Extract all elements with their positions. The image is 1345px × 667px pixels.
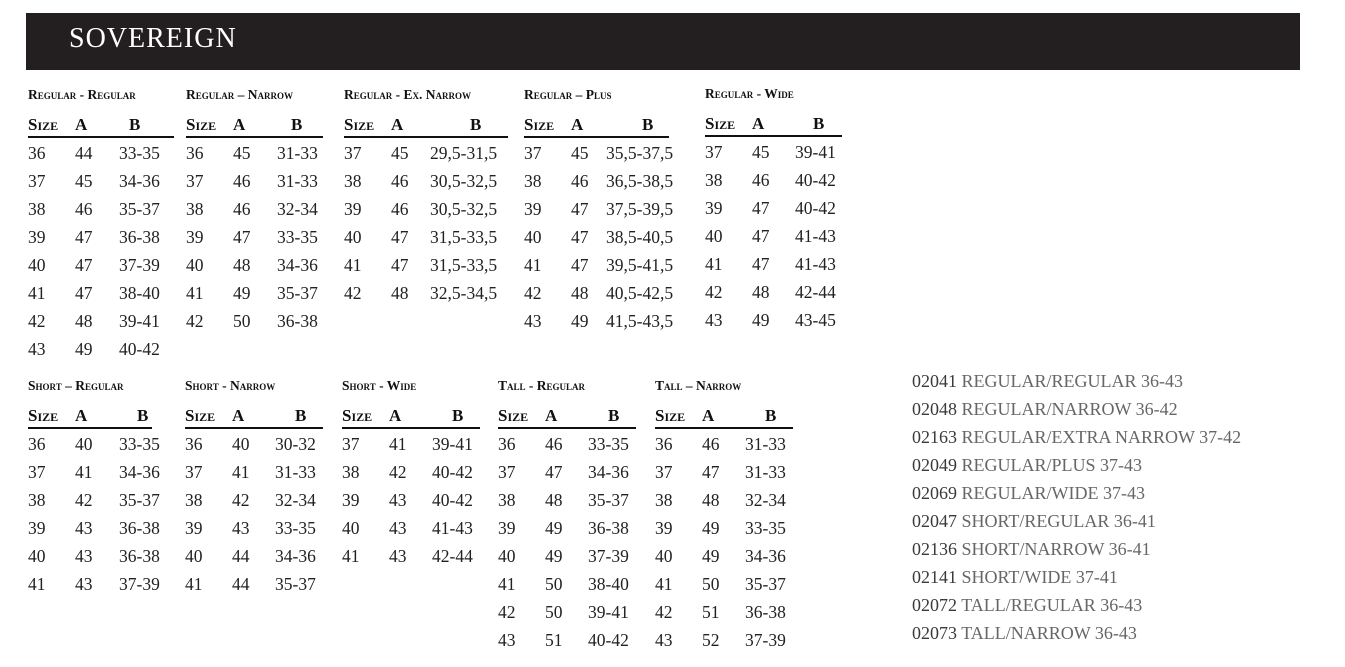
a-cell: 48 — [752, 282, 770, 302]
model-description: TALL/NARROW 36-43 — [961, 623, 1137, 643]
size-cell: 40 — [28, 546, 46, 566]
size-cell: 40 — [705, 226, 723, 246]
a-cell: 46 — [752, 170, 770, 190]
header-underline — [498, 427, 636, 429]
size-cell: 43 — [524, 311, 542, 331]
b-cell: 39,5-41,5 — [606, 255, 674, 275]
size-cell: 42 — [705, 282, 723, 302]
a-cell: 46 — [233, 199, 251, 219]
a-cell: 48 — [391, 283, 409, 303]
b-cell: 32-34 — [745, 490, 786, 510]
size-cell: 39 — [344, 199, 362, 219]
b-cell: 34-36 — [119, 171, 160, 191]
column-header-size: Size — [185, 406, 216, 425]
size-cell: 40 — [498, 546, 516, 566]
table-title: Regular - Ex. Narrow — [344, 87, 472, 102]
header-underline — [524, 136, 669, 138]
size-cell: 42 — [344, 283, 362, 303]
b-cell: 35-37 — [277, 283, 318, 303]
b-cell: 36-38 — [745, 602, 786, 622]
a-cell: 43 — [232, 518, 250, 538]
column-header-b: B — [608, 406, 620, 425]
table-title: Short - Narrow — [185, 378, 276, 393]
model-code-item — [912, 371, 1241, 399]
b-cell: 36-38 — [119, 546, 160, 566]
a-cell: 42 — [75, 490, 93, 510]
size-cell: 39 — [655, 518, 673, 538]
a-cell: 43 — [75, 518, 93, 538]
a-cell: 51 — [545, 630, 563, 650]
a-cell: 45 — [75, 171, 93, 191]
column-header-size: Size — [655, 406, 686, 425]
b-cell: 33-35 — [745, 518, 786, 538]
b-cell: 31,5-33,5 — [430, 227, 498, 247]
b-cell: 39-41 — [795, 142, 836, 162]
a-cell: 41 — [75, 462, 93, 482]
model-code: 02141 — [912, 567, 957, 587]
b-cell: 41,5-43,5 — [606, 311, 674, 331]
size-cell: 43 — [655, 630, 673, 650]
model-description: REGULAR/EXTRA NARROW 37-42 — [961, 427, 1242, 447]
size-cell: 40 — [185, 546, 203, 566]
b-cell: 36-38 — [119, 227, 160, 247]
b-cell: 31-33 — [745, 434, 786, 454]
column-header-size: Size — [28, 115, 59, 134]
a-cell: 41 — [232, 462, 250, 482]
size-cell: 37 — [524, 143, 542, 163]
b-cell: 32-34 — [275, 490, 316, 510]
a-cell: 40 — [75, 434, 93, 454]
b-cell: 34-36 — [275, 546, 316, 566]
size-cell: 37 — [342, 434, 360, 454]
b-cell: 38-40 — [588, 574, 629, 594]
b-cell: 33-35 — [119, 434, 160, 454]
table-title: Tall - Regular — [498, 378, 586, 393]
size-cell: 37 — [28, 462, 46, 482]
b-cell: 36-38 — [119, 518, 160, 538]
column-header-a: A — [571, 115, 584, 134]
size-cell: 41 — [28, 574, 46, 594]
model-code: 02072 — [912, 595, 957, 615]
a-cell: 49 — [752, 310, 770, 330]
b-cell: 34-36 — [588, 462, 629, 482]
table-title: Short - Wide — [342, 378, 417, 393]
size-cell: 37 — [498, 462, 516, 482]
size-cell: 36 — [186, 143, 204, 163]
a-cell: 42 — [232, 490, 250, 510]
b-cell: 31-33 — [275, 462, 316, 482]
size-cell: 41 — [498, 574, 516, 594]
table-title: Regular - Regular — [28, 87, 136, 102]
b-cell: 40-42 — [119, 339, 160, 359]
a-cell: 49 — [545, 546, 563, 566]
model-description: TALL/REGULAR 36-43 — [961, 595, 1143, 615]
model-code-item — [912, 427, 1241, 455]
b-cell: 40-42 — [588, 630, 629, 650]
model-description: SHORT/WIDE 37-41 — [961, 567, 1118, 587]
a-cell: 46 — [75, 199, 93, 219]
model-code-item — [912, 455, 1241, 483]
model-code: 02073 — [912, 623, 957, 643]
column-header-b: B — [642, 115, 654, 134]
header-underline — [342, 427, 480, 429]
column-header-a: A — [232, 406, 245, 425]
b-cell: 37,5-39,5 — [606, 199, 674, 219]
b-cell: 42-44 — [432, 546, 473, 566]
size-cell: 40 — [186, 255, 204, 275]
size-cell: 40 — [655, 546, 673, 566]
header-underline — [344, 136, 508, 138]
b-cell: 40-42 — [432, 462, 473, 482]
column-header-size: Size — [186, 115, 217, 134]
model-code-item — [912, 623, 1241, 651]
size-cell: 43 — [498, 630, 516, 650]
size-cell: 38 — [342, 462, 360, 482]
size-cell: 39 — [186, 227, 204, 247]
b-cell: 39-41 — [119, 311, 160, 331]
column-header-b: B — [137, 406, 149, 425]
a-cell: 48 — [75, 311, 93, 331]
a-cell: 43 — [75, 546, 93, 566]
model-description: SHORT/REGULAR 36-41 — [961, 511, 1156, 531]
size-cell: 39 — [28, 518, 46, 538]
model-code-item — [912, 483, 1241, 511]
b-cell: 29,5-31,5 — [430, 143, 498, 163]
b-cell: 43-45 — [795, 310, 836, 330]
column-header-a: A — [389, 406, 402, 425]
b-cell: 39-41 — [588, 602, 629, 622]
a-cell: 47 — [571, 255, 589, 275]
a-cell: 43 — [389, 490, 407, 510]
header-underline — [705, 135, 842, 137]
b-cell: 36-38 — [588, 518, 629, 538]
size-cell: 38 — [498, 490, 516, 510]
a-cell: 46 — [391, 199, 409, 219]
a-cell: 51 — [702, 602, 720, 622]
size-cell: 39 — [498, 518, 516, 538]
size-cell: 41 — [28, 283, 46, 303]
b-cell: 37-39 — [119, 574, 160, 594]
a-cell: 47 — [571, 199, 589, 219]
column-header-size: Size — [342, 406, 373, 425]
a-cell: 49 — [702, 518, 720, 538]
size-cell: 38 — [28, 199, 46, 219]
b-cell: 30,5-32,5 — [430, 199, 498, 219]
a-cell: 50 — [545, 574, 563, 594]
column-header-a: A — [702, 406, 715, 425]
size-cell: 41 — [655, 574, 673, 594]
a-cell: 42 — [389, 462, 407, 482]
column-header-size: Size — [524, 115, 555, 134]
b-cell: 35-37 — [119, 199, 160, 219]
size-cell: 37 — [344, 143, 362, 163]
b-cell: 30,5-32,5 — [430, 171, 498, 191]
size-cell: 36 — [655, 434, 673, 454]
size-cell: 37 — [28, 171, 46, 191]
a-cell: 50 — [545, 602, 563, 622]
a-cell: 48 — [545, 490, 563, 510]
size-cell: 39 — [705, 198, 723, 218]
size-cell: 40 — [28, 255, 46, 275]
column-header-size: Size — [28, 406, 59, 425]
size-cell: 36 — [28, 434, 46, 454]
b-cell: 36-38 — [277, 311, 318, 331]
size-cell: 38 — [344, 171, 362, 191]
b-cell: 37-39 — [588, 546, 629, 566]
a-cell: 41 — [389, 434, 407, 454]
a-cell: 47 — [752, 254, 770, 274]
a-cell: 45 — [752, 142, 770, 162]
b-cell: 37-39 — [745, 630, 786, 650]
b-cell: 31-33 — [277, 171, 318, 191]
size-cell: 42 — [186, 311, 204, 331]
b-cell: 40-42 — [795, 170, 836, 190]
b-cell: 35-37 — [119, 490, 160, 510]
brand-banner — [26, 13, 1300, 70]
size-cell: 41 — [342, 546, 360, 566]
b-cell: 34-36 — [119, 462, 160, 482]
model-code-item — [912, 399, 1241, 427]
size-cell: 43 — [28, 339, 46, 359]
b-cell: 34-36 — [745, 546, 786, 566]
b-cell: 31,5-33,5 — [430, 255, 498, 275]
model-code-item — [912, 595, 1241, 623]
a-cell: 48 — [571, 283, 589, 303]
size-cell: 41 — [524, 255, 542, 275]
size-cell: 39 — [185, 518, 203, 538]
b-cell: 38-40 — [119, 283, 160, 303]
table-title: Regular – Plus — [524, 87, 612, 102]
size-cell: 38 — [705, 170, 723, 190]
b-cell: 40-42 — [432, 490, 473, 510]
a-cell: 47 — [233, 227, 251, 247]
model-description: REGULAR/NARROW 36-42 — [961, 399, 1178, 419]
model-code: 02136 — [912, 539, 957, 559]
model-code: 02049 — [912, 455, 957, 475]
model-description: REGULAR/REGULAR 36-43 — [961, 371, 1183, 391]
b-cell: 34-36 — [277, 255, 318, 275]
column-header-a: A — [752, 114, 765, 133]
column-header-b: B — [813, 114, 825, 133]
b-cell: 33-35 — [119, 143, 160, 163]
size-cell: 39 — [342, 490, 360, 510]
size-cell: 37 — [655, 462, 673, 482]
size-cell: 41 — [186, 283, 204, 303]
size-cell: 40 — [342, 518, 360, 538]
size-cell: 36 — [28, 143, 46, 163]
a-cell: 47 — [75, 227, 93, 247]
size-cell: 41 — [705, 254, 723, 274]
size-cell: 36 — [498, 434, 516, 454]
a-cell: 46 — [233, 171, 251, 191]
model-code-list — [912, 371, 1241, 651]
model-code: 02069 — [912, 483, 957, 503]
a-cell: 40 — [232, 434, 250, 454]
size-cell: 38 — [186, 199, 204, 219]
b-cell: 32-34 — [277, 199, 318, 219]
a-cell: 47 — [391, 255, 409, 275]
b-cell: 40-42 — [795, 198, 836, 218]
a-cell: 49 — [702, 546, 720, 566]
size-cell: 39 — [524, 199, 542, 219]
column-header-a: A — [75, 115, 88, 134]
a-cell: 49 — [233, 283, 251, 303]
column-header-b: B — [452, 406, 464, 425]
size-cell: 38 — [655, 490, 673, 510]
model-code: 02048 — [912, 399, 957, 419]
b-cell: 39-41 — [432, 434, 473, 454]
size-cell: 37 — [705, 142, 723, 162]
b-cell: 35-37 — [275, 574, 316, 594]
column-header-size: Size — [344, 115, 375, 134]
b-cell: 36,5-38,5 — [606, 171, 674, 191]
a-cell: 46 — [545, 434, 563, 454]
b-cell: 41-43 — [795, 254, 836, 274]
a-cell: 50 — [702, 574, 720, 594]
b-cell: 37-39 — [119, 255, 160, 275]
size-cell: 40 — [344, 227, 362, 247]
b-cell: 35,5-37,5 — [606, 143, 674, 163]
size-cell: 38 — [185, 490, 203, 510]
header-underline — [186, 136, 323, 138]
column-header-b: B — [470, 115, 482, 134]
column-header-a: A — [545, 406, 558, 425]
a-cell: 43 — [389, 518, 407, 538]
column-header-b: B — [295, 406, 307, 425]
brand-title: SOVEREIGN — [69, 23, 237, 54]
size-cell: 38 — [28, 490, 46, 510]
column-header-b: B — [291, 115, 303, 134]
a-cell: 46 — [571, 171, 589, 191]
size-cell: 41 — [185, 574, 203, 594]
b-cell: 35-37 — [745, 574, 786, 594]
a-cell: 44 — [75, 143, 93, 163]
model-code: 02163 — [912, 427, 957, 447]
a-cell: 49 — [571, 311, 589, 331]
a-cell: 47 — [75, 283, 93, 303]
table-title: Tall – Narrow — [655, 378, 742, 393]
b-cell: 38,5-40,5 — [606, 227, 674, 247]
a-cell: 46 — [391, 171, 409, 191]
size-cell: 36 — [185, 434, 203, 454]
size-cell: 42 — [498, 602, 516, 622]
header-underline — [28, 136, 174, 138]
column-header-a: A — [391, 115, 404, 134]
a-cell: 47 — [545, 462, 563, 482]
size-cell: 40 — [524, 227, 542, 247]
a-cell: 47 — [702, 462, 720, 482]
a-cell: 45 — [571, 143, 589, 163]
column-header-b: B — [765, 406, 777, 425]
b-cell: 41-43 — [795, 226, 836, 246]
a-cell: 46 — [702, 434, 720, 454]
a-cell: 47 — [391, 227, 409, 247]
model-code-item — [912, 511, 1241, 539]
model-code: 02047 — [912, 511, 957, 531]
a-cell: 44 — [232, 574, 250, 594]
header-underline — [28, 427, 152, 429]
model-code-item — [912, 567, 1241, 595]
a-cell: 52 — [702, 630, 720, 650]
b-cell: 30-32 — [275, 434, 316, 454]
b-cell: 31-33 — [745, 462, 786, 482]
a-cell: 43 — [75, 574, 93, 594]
b-cell: 41-43 — [432, 518, 473, 538]
size-cell: 43 — [705, 310, 723, 330]
model-code: 02041 — [912, 371, 957, 391]
a-cell: 49 — [75, 339, 93, 359]
table-title: Regular – Narrow — [186, 87, 294, 102]
b-cell: 32,5-34,5 — [430, 283, 498, 303]
b-cell: 40,5-42,5 — [606, 283, 674, 303]
column-header-b: B — [129, 115, 141, 134]
size-cell: 38 — [524, 171, 542, 191]
model-description: REGULAR/WIDE 37-43 — [961, 483, 1145, 503]
a-cell: 48 — [702, 490, 720, 510]
a-cell: 47 — [752, 226, 770, 246]
model-description: SHORT/NARROW 36-41 — [961, 539, 1151, 559]
a-cell: 47 — [571, 227, 589, 247]
model-code-item — [912, 539, 1241, 567]
column-header-size: Size — [705, 114, 736, 133]
a-cell: 48 — [233, 255, 251, 275]
a-cell: 45 — [391, 143, 409, 163]
size-cell: 39 — [28, 227, 46, 247]
b-cell: 31-33 — [277, 143, 318, 163]
model-description: REGULAR/PLUS 37-43 — [961, 455, 1143, 475]
a-cell: 44 — [232, 546, 250, 566]
b-cell: 33-35 — [588, 434, 629, 454]
header-underline — [655, 427, 793, 429]
column-header-a: A — [75, 406, 88, 425]
b-cell: 33-35 — [275, 518, 316, 538]
b-cell: 42-44 — [795, 282, 836, 302]
a-cell: 47 — [752, 198, 770, 218]
size-cell: 42 — [524, 283, 542, 303]
a-cell: 50 — [233, 311, 251, 331]
size-cell: 41 — [344, 255, 362, 275]
table-title: Short – Regular — [28, 378, 124, 393]
size-cell: 42 — [655, 602, 673, 622]
column-header-size: Size — [498, 406, 529, 425]
size-cell: 37 — [186, 171, 204, 191]
b-cell: 35-37 — [588, 490, 629, 510]
a-cell: 43 — [389, 546, 407, 566]
header-underline — [185, 427, 323, 429]
a-cell: 47 — [75, 255, 93, 275]
size-cell: 37 — [185, 462, 203, 482]
a-cell: 49 — [545, 518, 563, 538]
column-header-a: A — [233, 115, 246, 134]
a-cell: 45 — [233, 143, 251, 163]
b-cell: 33-35 — [277, 227, 318, 247]
size-cell: 42 — [28, 311, 46, 331]
table-title: Regular - Wide — [705, 86, 794, 101]
